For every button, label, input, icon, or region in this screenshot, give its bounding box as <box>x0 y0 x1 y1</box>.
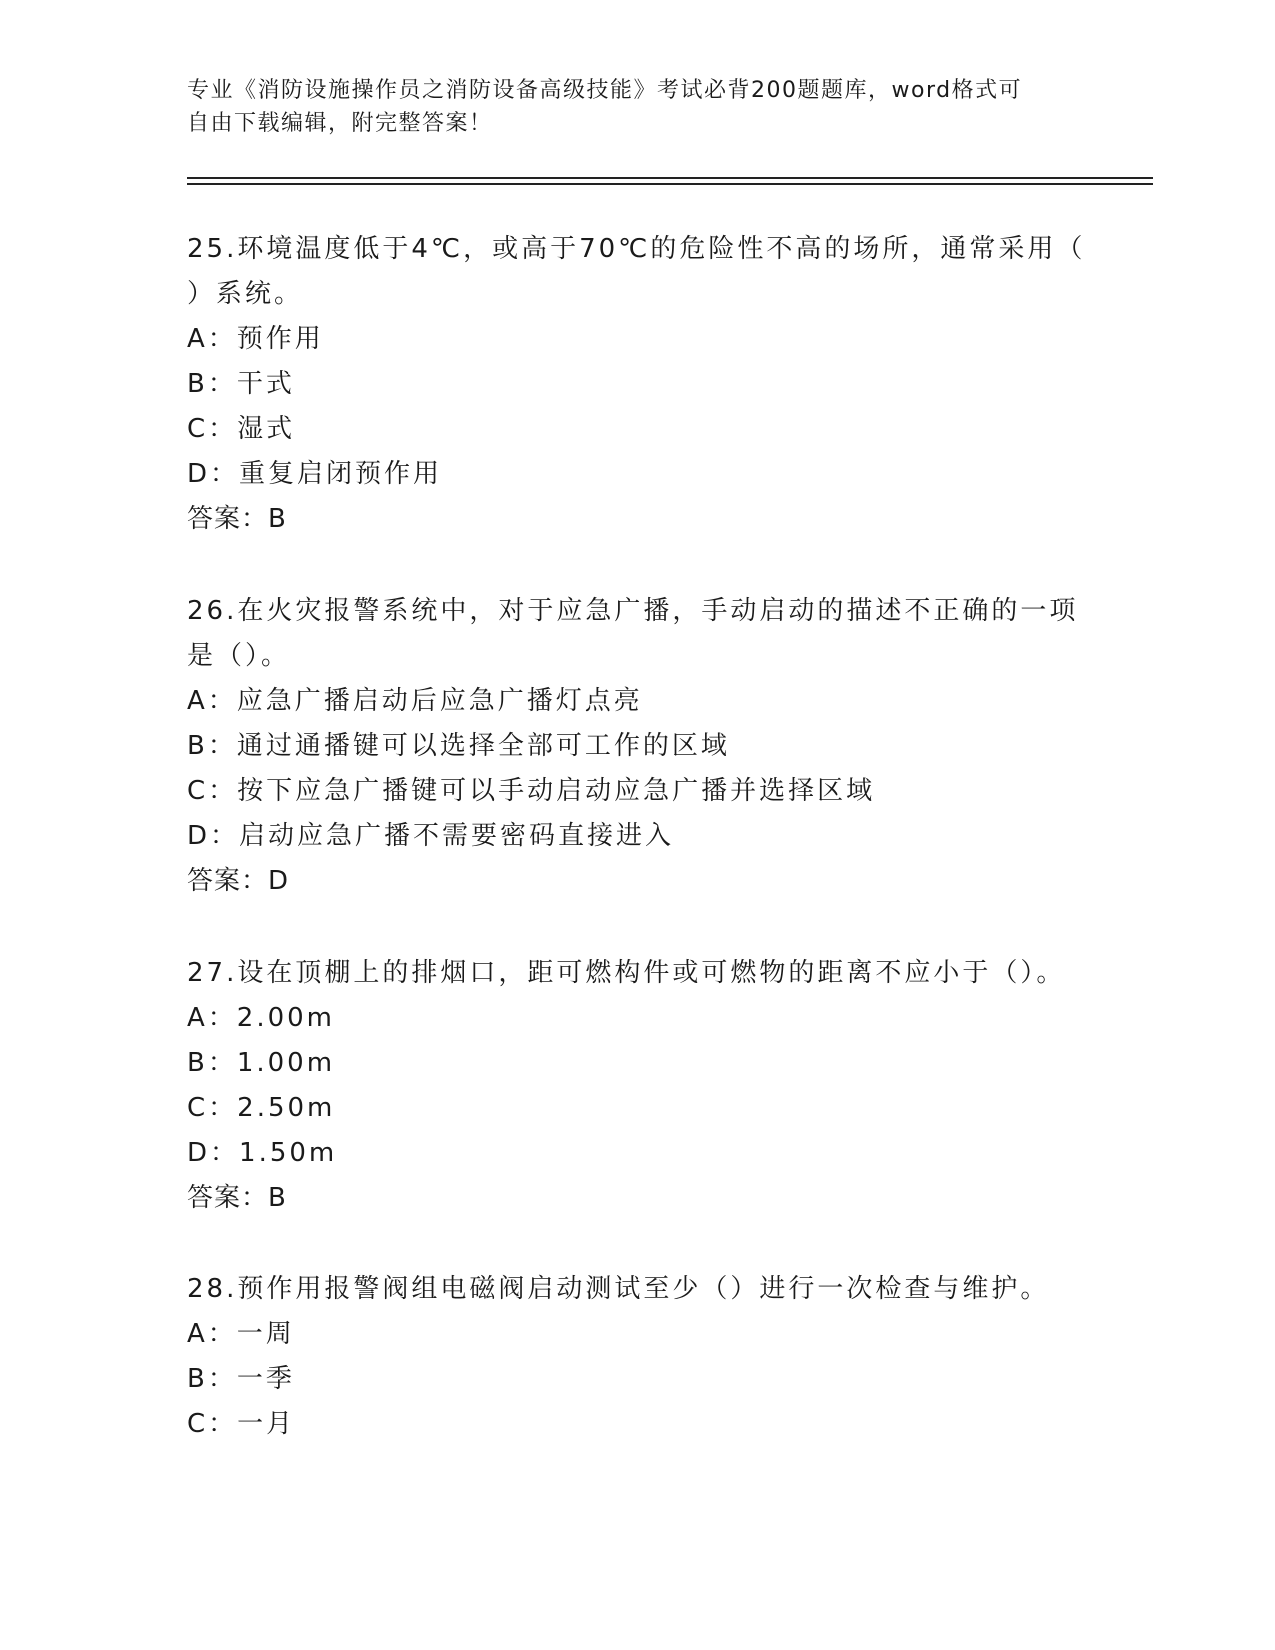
question-stem: 27.设在顶棚上的排烟口，距可燃构件或可燃物的距离不应小于（）。 <box>187 958 1066 988</box>
option-b: B：通过通播键可以选择全部可工作的区域 <box>187 731 730 761</box>
question-stem: 26.在火灾报警系统中，对于应急广播，手动启动的描述不正确的一项 <box>187 596 1079 626</box>
answer: 答案：D <box>187 866 290 896</box>
header-line-2: 自由下载编辑，附完整答案！ <box>187 111 493 136</box>
option-c: C：一月 <box>187 1409 296 1439</box>
header-line-1: 专业《消防设施操作员之消防设备高级技能》考试必背200题题库，word格式可 <box>187 78 1023 103</box>
header-divider-top <box>187 177 1153 179</box>
question-stem-continued: ）系统。 <box>187 279 304 309</box>
answer: 答案：B <box>187 504 287 534</box>
question-stem-continued: 是（）。 <box>187 641 291 671</box>
option-a: A：一周 <box>187 1319 295 1349</box>
option-b: B：一季 <box>187 1364 295 1394</box>
option-d: D：1.50m <box>187 1138 338 1168</box>
document-header <box>187 74 1067 140</box>
option-c: C：按下应急广播键可以手动启动应急广播并选择区域 <box>187 776 876 806</box>
option-d: D：启动应急广播不需要密码直接进入 <box>187 821 675 851</box>
option-c: C：湿式 <box>187 414 296 444</box>
question-stem: 25.环境温度低于4℃，或高于70℃的危险性不高的场所，通常采用（ <box>187 234 1086 264</box>
option-b: B：干式 <box>187 369 295 399</box>
option-c: C：2.50m <box>187 1093 336 1123</box>
option-a: A：应急广播启动后应急广播灯点亮 <box>187 686 643 716</box>
option-a: A：预作用 <box>187 324 324 354</box>
question-stem: 28.预作用报警阀组电磁阀启动测试至少（）进行一次检查与维护。 <box>187 1274 1050 1304</box>
option-a: A：2.00m <box>187 1003 336 1033</box>
option-d: D：重复启闭预作用 <box>187 459 443 489</box>
option-b: B：1.00m <box>187 1048 336 1078</box>
header-divider-bottom <box>187 183 1153 185</box>
answer: 答案：B <box>187 1183 287 1213</box>
